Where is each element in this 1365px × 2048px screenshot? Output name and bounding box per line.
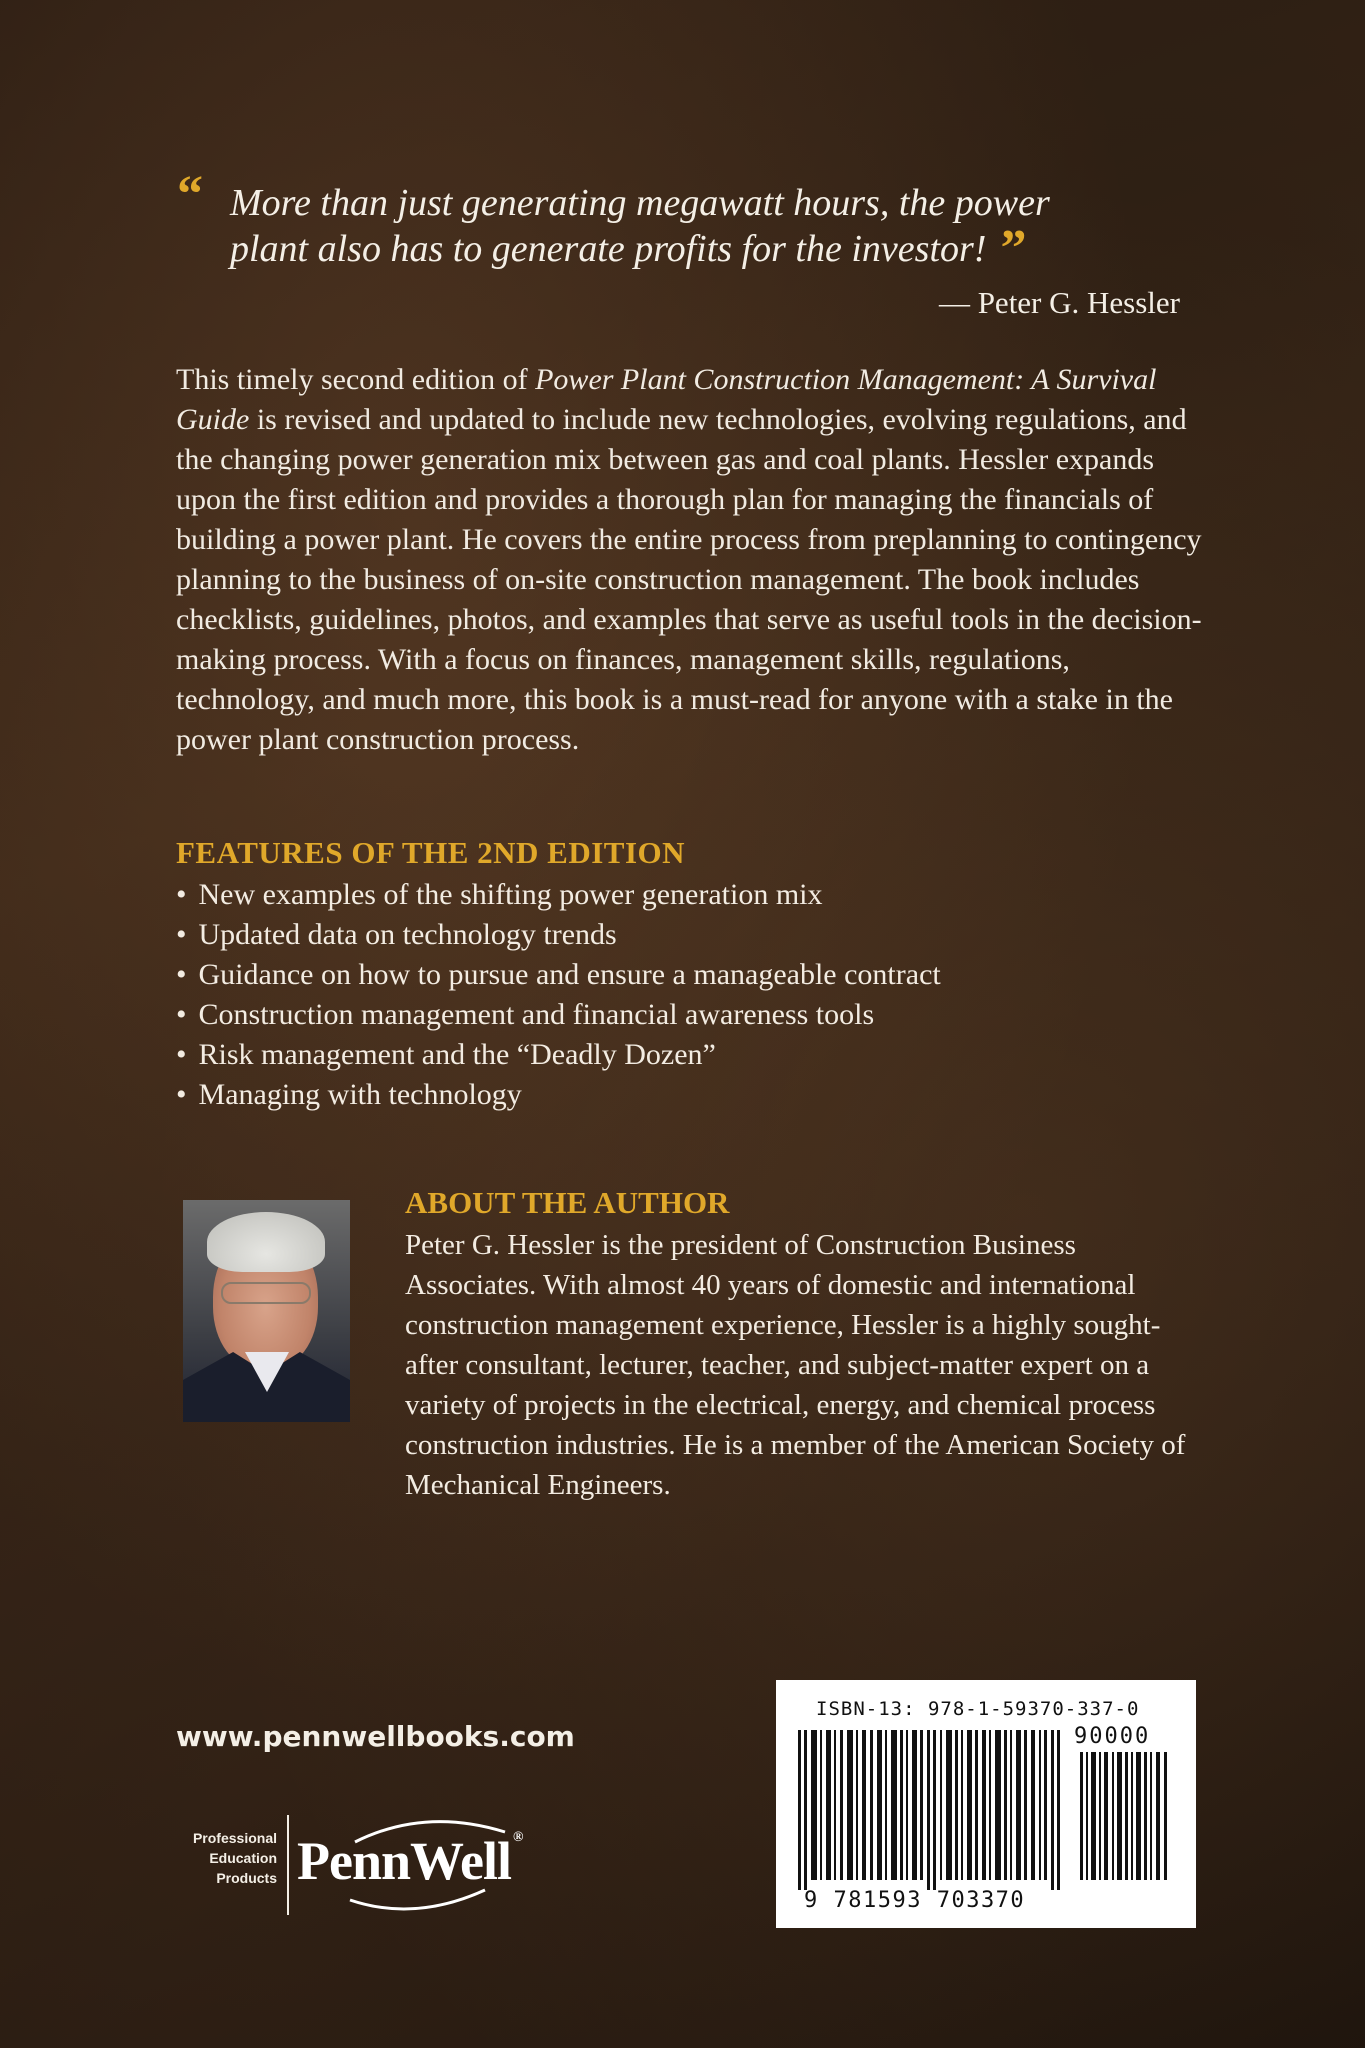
quote-line-2 [180,220,1180,277]
publisher-name [297,1830,522,1892]
about-author-text: Peter G. Hessler is the president of Construction Business Associates. With almost 40 years of domestic and international construction management experience, Hessler is a highly sought-after consultant, lecturer, teacher, and subject-matter expert on a variety of projects in the electrical, energy, and chemical process construction industries. He is a member of the American Society of Mechanical Engineers. [405,1229,1186,1501]
publisher-logo [185,1810,545,1920]
book-title: Power Plant Construction Management: A Survival Guide [176,363,1157,436]
price-code: 90000 [1074,1724,1151,1749]
author-photo [183,1200,350,1422]
author-hair [207,1212,325,1272]
description-intro: This timely second edition of [176,363,536,396]
quote-author: — Peter G. Hessler [938,285,1180,320]
open-quote-mark: “ [177,166,203,223]
feature-item: • Risk management and the “Deadly Dozen” [176,1035,941,1075]
barcode-digits: 9 781593 703370 [804,1888,1026,1913]
feature-item: • Construction management and financial awareness tools [176,995,941,1035]
book-description [176,360,1216,760]
feature-item: • Updated data on technology trends [176,915,941,955]
tagline-line-3: Products [216,1870,277,1886]
tagline-line-2: Education [209,1850,277,1866]
quote-line-2-text: plant also has to generate profits for the investor! [230,228,987,270]
logo-divider [287,1815,289,1915]
features-heading: FEATURES OF THE 2ND EDITION [176,835,686,870]
author-glasses [221,1282,311,1304]
about-author-heading: ABOUT THE AUTHOR [405,1185,730,1220]
isbn-barcode [776,1680,1196,1928]
publisher-tagline [185,1828,277,1888]
close-quote-mark: ” [1000,220,1027,277]
feature-item: • Managing with technology [176,1075,941,1115]
publisher-name-text: PennWell [297,1831,512,1891]
registered-mark: ® [513,1830,523,1845]
pull-quote [177,166,1180,320]
tagline-line-1: Professional [192,1830,277,1846]
feature-item: • Guidance on how to pursue and ensure a manageable contract [176,955,941,995]
feature-item: • New examples of the shifting power generation mix [176,875,941,915]
description-body: is revised and updated to include new technologies, evolving regulations, and the changing power generation mix between gas and coal plants. Hessler expands upon the first edition and provides a thorough plan for managing the financials of building a power plant. He covers the entire process from preplanning to contingency planning to the business of on-site construction management. The book includes checklists, guidelines, photos, and examples that serve as useful tools in the decision-making process. With a focus on finances, management skills, regulations, technology, and much more, this book is a must-read for anyone with a stake in the power plant construction process. [176,403,1202,756]
publisher-website: www.pennwellbooks.com [176,1720,575,1753]
barcode-bars [790,1730,1190,1890]
isbn-label: ISBN-13: 978-1-59370-337-0 [816,1698,1140,1720]
features-list [176,875,941,1115]
quote-line-1: More than just generating megawatt hours, the power [230,182,1050,224]
